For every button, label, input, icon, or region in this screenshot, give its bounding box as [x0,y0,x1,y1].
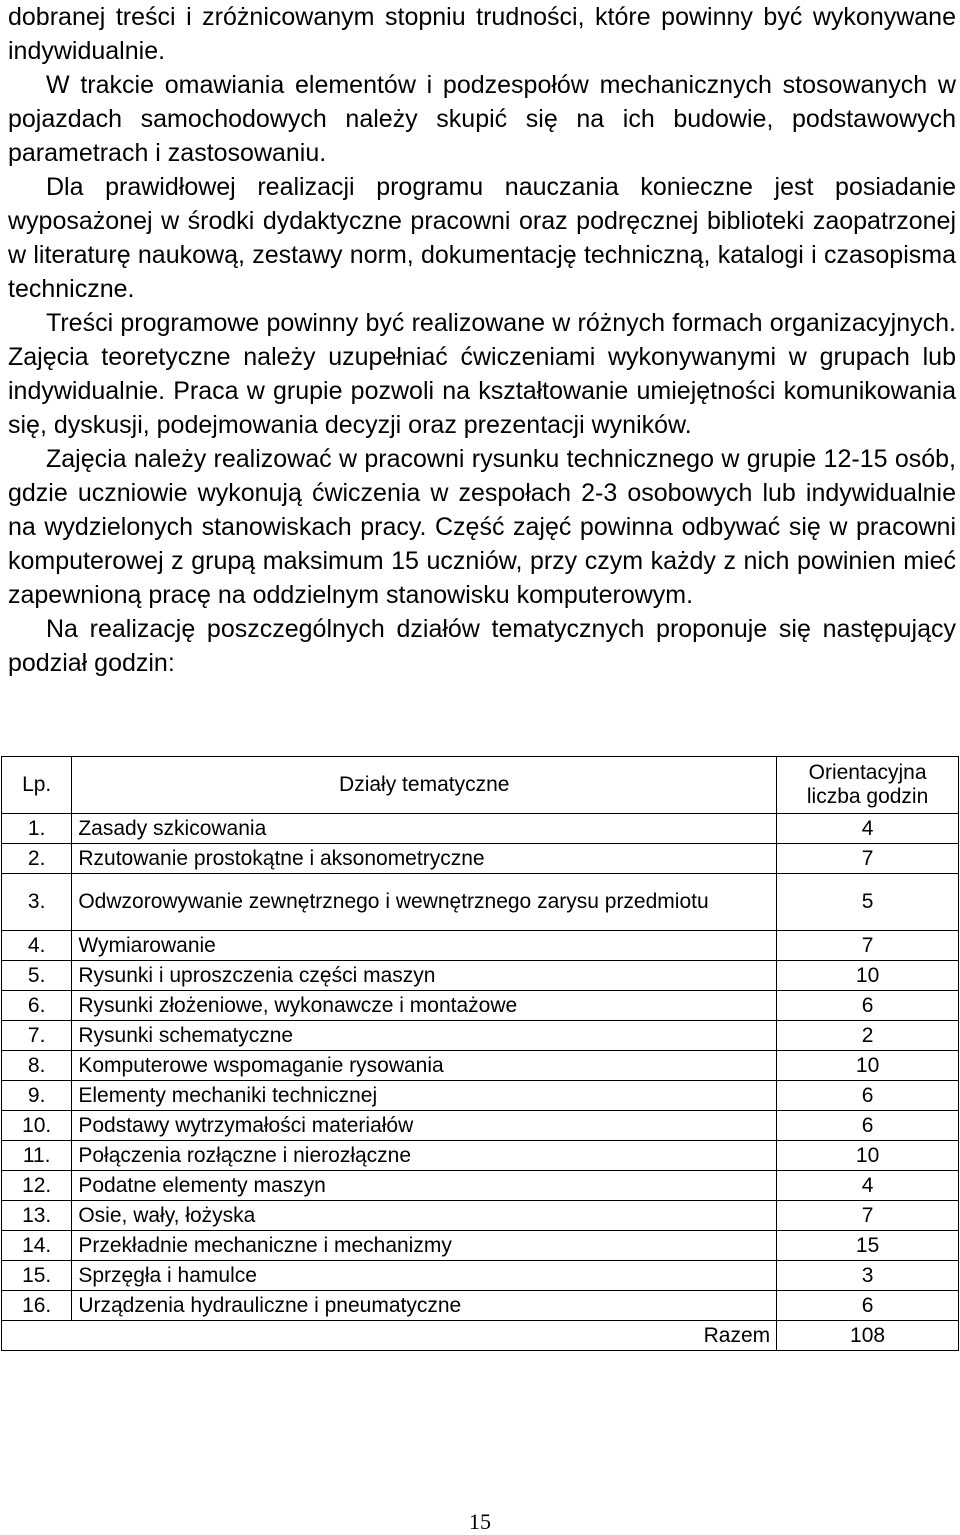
header-lp: Lp. [2,757,72,814]
row-topic: Podatne elementy maszyn [72,1171,777,1201]
table-row [2,931,959,961]
paragraph-forms: Treści programowe powinny być realizowane w różnych formach organizacyjnych. Zajęcia teoretyczne należy uzupełniać ćwiczeniami wykonywanymi w grupach lub indywidualnie. Praca w grupie pozwoli na kształtowanie umiejętności komunikowania się, dyskusji, podejmowania decyzji oraz prezentacji wyników. [8,309,956,439]
header-hours: Orientacyjna liczba godzin [777,757,959,814]
row-topic: Rzutowanie prostokątne i aksonometryczne [72,844,777,874]
row-hours: 5 [777,874,959,931]
row-lp: 8. [2,1051,72,1081]
row-hours: 7 [777,844,959,874]
row-lp: 10. [2,1111,72,1141]
row-hours: 2 [777,1021,959,1051]
body-text [8,0,956,680]
paragraph-continuation: dobranej treści i zróżnicowanym stopniu trudności, które powinny być wykonywane indywidualnie. [8,3,956,65]
table-row [2,1291,959,1321]
table-body [2,814,959,1321]
table-row [2,1051,959,1081]
table-row [2,1141,959,1171]
row-topic: Elementy mechaniki technicznej [72,1081,777,1111]
row-hours: 4 [777,1171,959,1201]
row-topic: Komputerowe wspomaganie rysowania [72,1051,777,1081]
table-row [2,961,959,991]
table-row [2,814,959,844]
row-topic: Podstawy wytrzymałości materiałów [72,1111,777,1141]
total-empty-cell [2,1321,72,1351]
table-total-row [2,1321,959,1351]
row-lp: 2. [2,844,72,874]
row-lp: 12. [2,1171,72,1201]
row-lp: 1. [2,814,72,844]
row-lp: 13. [2,1201,72,1231]
row-topic: Przekładnie mechaniczne i mechanizmy [72,1231,777,1261]
row-topic: Osie, wały, łożyska [72,1201,777,1231]
row-hours: 6 [777,1081,959,1111]
page-number: 15 [469,1509,491,1534]
row-topic: Połączenia rozłączne i nierozłączne [72,1141,777,1171]
row-hours: 4 [777,814,959,844]
table-row [2,1261,959,1291]
row-lp: 5. [2,961,72,991]
row-lp: 3. [2,874,72,931]
paragraph-groups: Zajęcia należy realizować w pracowni rysunku technicznego w grupie 12-15 osób, gdzie uczniowie wykonują ćwiczenia w zespołach 2-3 osobowych lub indywidualnie na wydzielonych stanowiskach pracy. Część zajęć powinna odbywać się w pracowni komputerowej z grupą maksimum 15 uczniów, przy czym każdy z nich powinien mieć zapewnioną pracę na oddzielnym stanowisku komputerowym. [8,445,956,609]
row-topic: Zasady szkicowania [72,814,777,844]
header-topic: Działy tematyczne [72,757,777,814]
table-header-row [2,757,959,814]
row-lp: 16. [2,1291,72,1321]
row-hours: 6 [777,1291,959,1321]
row-lp: 11. [2,1141,72,1171]
table-row [2,1111,959,1141]
row-lp: 6. [2,991,72,1021]
total-value: 108 [777,1321,959,1351]
row-topic: Rysunki złożeniowe, wykonawcze i montażowe [72,991,777,1021]
table-row [2,991,959,1021]
paragraph-equipment: Dla prawidłowej realizacji programu nauczania konieczne jest posiadanie wyposażonej w środki dydaktyczne pracowni oraz podręcznej biblioteki zaopatrzonej w literaturę naukową, zestawy norm, dokumentację techniczną, katalogi i czasopisma techniczne. [8,173,956,303]
row-hours: 6 [777,1111,959,1141]
table-row [2,1201,959,1231]
row-hours: 10 [777,1141,959,1171]
paragraph-hours-intro: Na realizację poszczególnych działów tematycznych proponuje się następujący podział godzin: [8,615,956,677]
table-row [2,1171,959,1201]
row-topic: Odwzorowywanie zewnętrznego i wewnętrznego zarysu przedmiotu [72,874,777,931]
row-topic: Sprzęgła i hamulce [72,1261,777,1291]
row-lp: 14. [2,1231,72,1261]
row-hours: 15 [777,1231,959,1261]
row-hours: 10 [777,1051,959,1081]
row-hours: 7 [777,1201,959,1231]
row-hours: 7 [777,931,959,961]
row-topic: Rysunki i uproszczenia części maszyn [72,961,777,991]
hours-table [1,756,959,1351]
table-row [2,1231,959,1261]
row-lp: 7. [2,1021,72,1051]
row-lp: 9. [2,1081,72,1111]
row-topic: Wymiarowanie [72,931,777,961]
table-row [2,874,959,931]
row-lp: 15. [2,1261,72,1291]
table-row [2,1081,959,1111]
row-hours: 6 [777,991,959,1021]
row-hours: 3 [777,1261,959,1291]
table-row [2,844,959,874]
paragraph-components: W trakcie omawiania elementów i podzespołów mechanicznych stosowanych w pojazdach samochodowych należy skupić się na ich budowie, podstawowych parametrach i zastosowaniu. [8,71,956,167]
row-hours: 10 [777,961,959,991]
row-topic: Urządzenia hydrauliczne i pneumatyczne [72,1291,777,1321]
row-lp: 4. [2,931,72,961]
table-row [2,1021,959,1051]
row-topic: Rysunki schematyczne [72,1021,777,1051]
total-label: Razem [72,1321,777,1351]
